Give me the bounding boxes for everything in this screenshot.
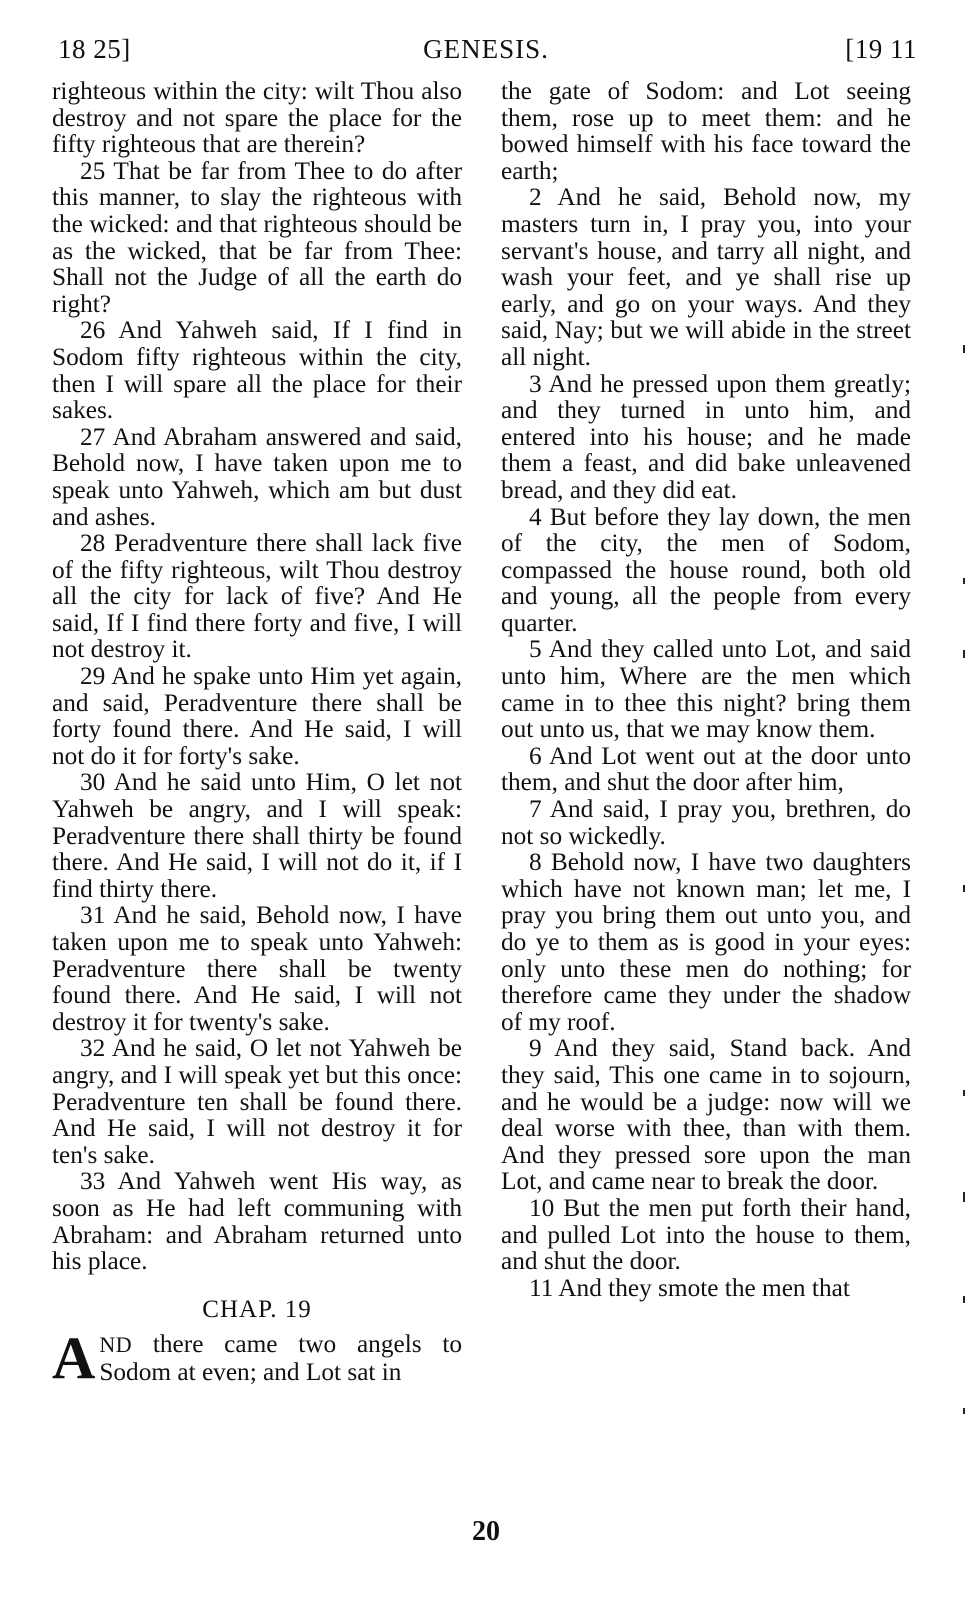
scan-margin-mark: [963, 885, 965, 892]
verse-28: 28 Peradventure there shall lack five of the fifty righteous, wilt Thou destroy all the city for lack of five? And He said, If I find there forty and five, I will not destroy it.: [52, 529, 462, 664]
verse-continuation: righteous within the city: wilt Thou also destroy and not spare the place for the fifty righteous that are therein?: [52, 77, 462, 159]
scan-margin-mark: [963, 578, 965, 584]
opening-text: there came two angels to Sodom at even; and Lot sat in: [99, 1330, 462, 1386]
drop-cap: A: [52, 1325, 96, 1392]
verse-8: 8 Behold now, I have two daughters which have not known man; let me, I pray you bring them out unto you, and do ye to them as is good in your eyes: only unto these men do nothing; for therefore came they under the shadow of my roof.: [501, 848, 911, 1036]
verse-10: 10 But the men put forth their hand, and pulled Lot into the house to them, and shut the door.: [501, 1193, 911, 1276]
verse-11-start: 11 And they smote the men that: [529, 1273, 850, 1302]
scan-margin-mark: [963, 650, 965, 658]
verse-7: 7 And said, I pray you, brethren, do not so wickedly.: [501, 795, 911, 850]
header-chapter-verse-start: 18 25]: [58, 34, 131, 64]
verse-9: 9 And they said, Stand back. And they said, This one came in to sojourn, and he would be a judge: now will we deal worse with thee, than with them. And they pressed sore upon the man Lot, and came near to break the door.: [501, 1034, 911, 1196]
verse-27: 27 And Abraham answered and said, Behold now, I have taken upon me to speak unto Yahweh, which am but dust and ashes.: [52, 422, 462, 531]
header-book-title: GENESIS.: [423, 34, 549, 64]
scan-margin-mark: [963, 345, 965, 353]
chapter-heading: CHAP. 19: [202, 1295, 312, 1323]
scan-margin-mark: [963, 1090, 965, 1096]
verse-33: 33 And Yahweh went His way, as soon as He had left communing with Abraham: and Abraham returned unto his place.: [52, 1167, 462, 1276]
verse-1-continuation: the gate of Sodom: and Lot seeing them, rose up to meet them: and he bowed himself with his face toward the earth;: [501, 77, 911, 185]
verse-2: 2 And he said, Behold now, my masters turn in, I pray you, into your servant's house, and tarry all night, and wash your feet, and ye shall rise up early, and go on your ways. And they said, Nay; but we will abide in the street all night.: [501, 183, 911, 371]
opening-smallcaps: ND: [99, 1332, 133, 1358]
page-number: 20: [472, 1516, 500, 1547]
chapter-opening-verse: [52, 1325, 462, 1392]
scan-margin-mark: [963, 1296, 965, 1303]
verse-29: 29 And he spake unto Him yet again, and said, Peradventure there shall be forty found there. And He said, I will not do it for forty's sake.: [52, 662, 462, 770]
verse-30: 30 And he said unto Him, O let not Yahweh be angry, and I will speak: Peradventure there shall thirty be found there. And He said, I will not do it, if I find thirty there.: [52, 768, 462, 903]
verse-31: 31 And he said, Behold now, I have taken upon me to speak unto Yahweh: Peradventure there shall be twenty found there. And He said, I will not destroy it for twenty's sake.: [52, 901, 462, 1036]
verse-6: 6 And Lot went out at the door unto them, and shut the door after him,: [501, 741, 911, 797]
header-chapter-verse-end: [19 11: [845, 34, 917, 64]
left-column: [52, 77, 462, 1392]
verse-25: 25 That be far from Thee to do after this manner, to slay the righteous with the wicked: and that righteous should be as the wicked, that be far from Thee: Shall not the Judge of all the earth do right?: [52, 156, 462, 318]
verse-5: 5 And they called unto Lot, and said unto him, Where are the men which came in to thee this night? bring them out unto us, that we may know them.: [501, 635, 911, 744]
right-column: [501, 78, 911, 1301]
scan-margin-mark: [963, 1192, 965, 1202]
scan-margin-mark: [963, 1408, 965, 1414]
verse-26: 26 And Yahweh said, If I find in Sodom fifty righteous within the city, then I will spare all the place for their sakes.: [52, 316, 462, 425]
verse-3: 3 And he pressed upon them greatly; and they turned in unto him, and entered into his house; and he made them a feast, and did bake unleavened bread, and they did eat.: [501, 369, 911, 504]
verse-32: 32 And he said, O let not Yahweh be angry, and I will speak yet but this once: Peradventure ten shall be found there. And He said, I will not destroy it for ten's sake.: [52, 1034, 462, 1169]
verse-4: 4 But before they lay down, the men of the city, the men of Sodom, compassed the house round, both old and young, all the people from every quarter.: [501, 502, 911, 637]
